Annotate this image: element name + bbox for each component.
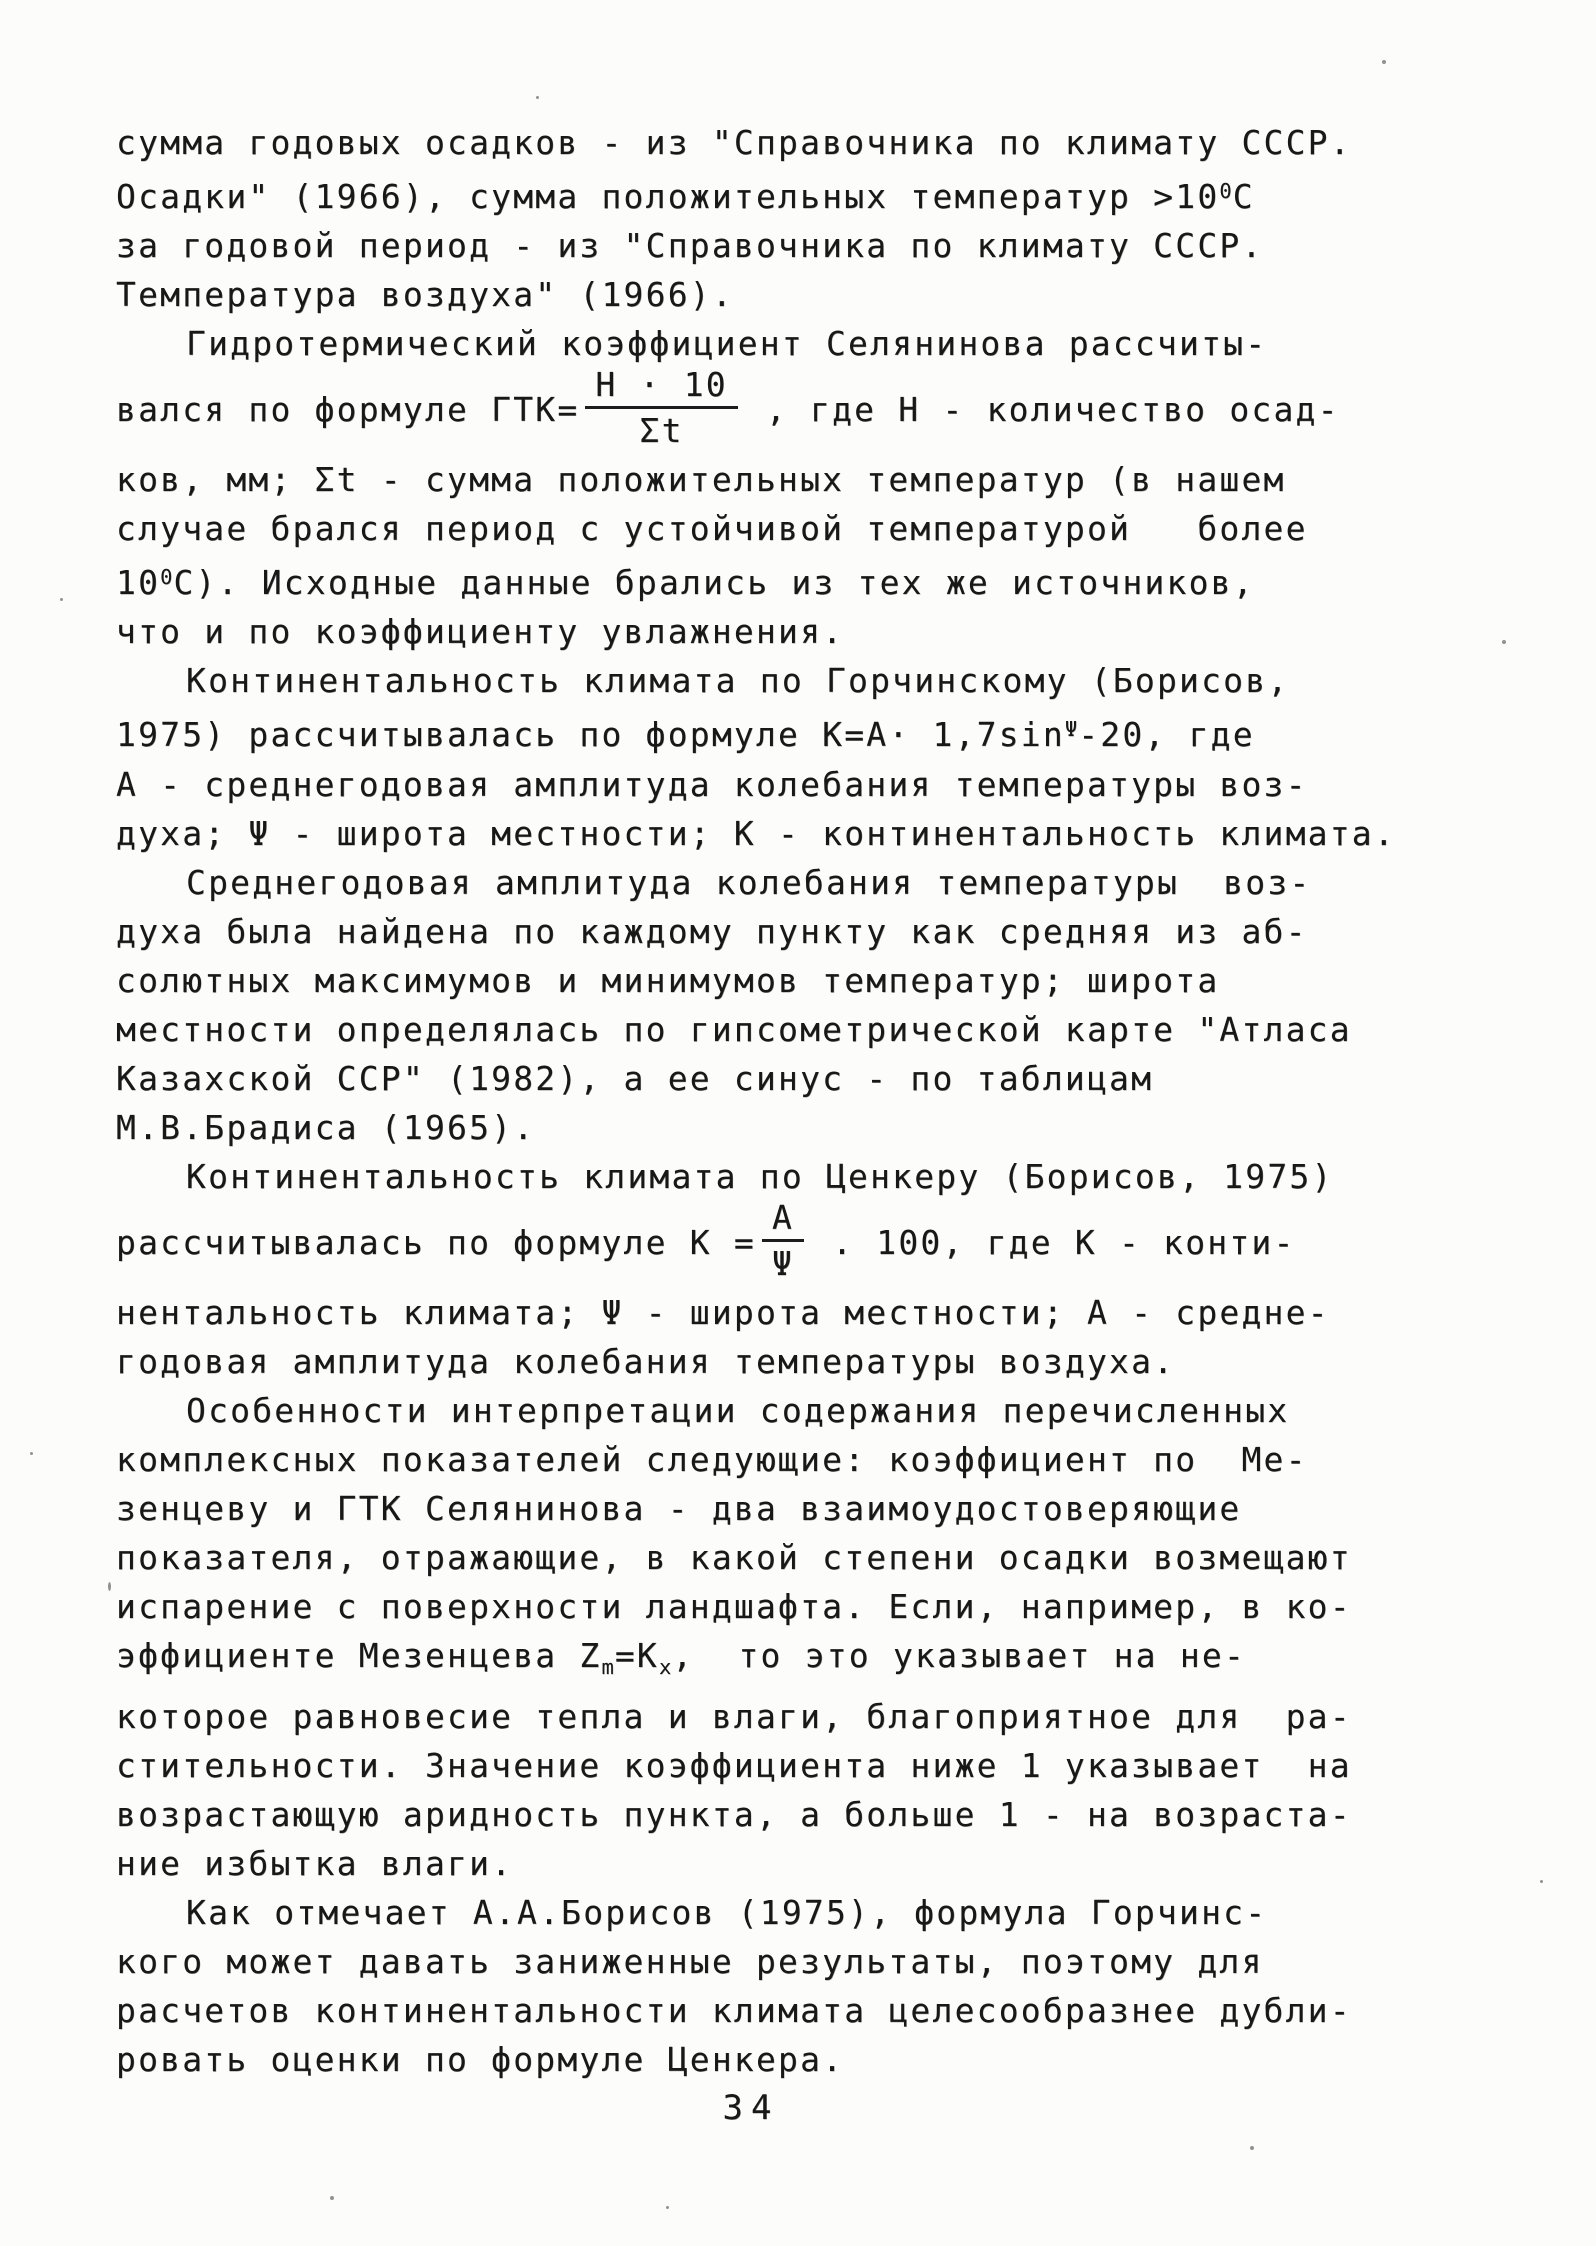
formula-fraction: $\frac{А}{\Psi}$ bbox=[762, 1198, 804, 1285]
text-line: стительности. Значение коэффициента ниже 1 указывает на bbox=[116, 1745, 1352, 1785]
text-line: вался по формуле ГТК= $\frac{Н \cdot 10}{\Sigma t}$ , где Н - количество осад- bbox=[116, 365, 1340, 451]
text-line: ние избытка влаги. bbox=[116, 1843, 514, 1883]
text-line: годовая амплитуда колебания температуры воздуха. bbox=[116, 1341, 1176, 1381]
text-line: солютных максимумов и минимумов температур; широта bbox=[116, 960, 1220, 1000]
text-line: Континентальность климата по Ценкеру (Борисов, 1975) bbox=[186, 1156, 1334, 1196]
text-line: Гидротермический коэффициент Селянинова рассчиты- bbox=[186, 324, 1268, 364]
text-line: рассчитывалась по формуле К = $\frac{А}{\Psi}$ . 100, где К - конти- bbox=[116, 1197, 1296, 1283]
text-line: Температура воздуха" (1966). bbox=[116, 275, 734, 315]
scan-speck bbox=[330, 2196, 334, 2200]
text-line: 1975) рассчитывалась по формуле $К=А\cdot 1,7\sin^\Psi-20$, где bbox=[116, 715, 1255, 755]
text-line: А - среднегодовая амплитуда колебания температуры воз- bbox=[116, 764, 1308, 804]
text-line: местности определялась по гипсометрической карте "Атласа bbox=[116, 1009, 1352, 1049]
text-line: эффициенте Мезенцева $Z_m=K_x$, то это указывает на не- bbox=[116, 1635, 1247, 1679]
scan-speck bbox=[1250, 2146, 1254, 2150]
superscript: 0 bbox=[1219, 179, 1233, 203]
text-line: Континентальность климата по Горчинскому (Борисов, bbox=[186, 661, 1290, 701]
text-line: ков, мм; Σt - сумма положительных температур (в нашем bbox=[116, 460, 1286, 500]
subscript: m bbox=[601, 1654, 615, 1679]
text-line: что и по коэффициенту увлажнения. bbox=[116, 612, 845, 652]
text-line: показателя, отражающие, в какой степени осадки возмещают bbox=[116, 1537, 1352, 1577]
text-line: Среднегодовая амплитуда колебания температуры воз- bbox=[186, 862, 1312, 902]
formula-fraction: $\frac{Н \cdot 10}{\Sigma t}$ bbox=[585, 365, 737, 452]
text-line: Казахской ССР" (1982), а ее синус - по таблицам bbox=[116, 1058, 1154, 1098]
text-line: случае брался период с устойчивой температурой более bbox=[116, 509, 1308, 549]
subscript: x bbox=[658, 1654, 673, 1679]
text-line: духа была найдена по каждому пункту как средняя из аб- bbox=[116, 911, 1308, 951]
text-line: Особенности интерпретации содержания перечисленных bbox=[186, 1390, 1290, 1430]
superscript: 0 bbox=[160, 565, 174, 590]
text-line: которое равновесие тепла и влаги, благоприятное для ра- bbox=[116, 1696, 1352, 1736]
scan-speck bbox=[30, 1452, 33, 1455]
text-line: $10^0С$). Исходные данные брались из тех же источников, bbox=[116, 563, 1255, 603]
scan-speck bbox=[108, 1582, 111, 1591]
scan-speck bbox=[536, 96, 539, 99]
text-line: духа; Ψ - широта местности; К - континентальность климата. bbox=[116, 813, 1396, 853]
text-line: зенцеву и ГТК Селянинова - два взаимоудостоверяющие bbox=[116, 1488, 1242, 1528]
scan-speck bbox=[666, 2206, 669, 2209]
superscript: Ψ bbox=[1064, 717, 1079, 742]
page-number: 34 bbox=[722, 2087, 780, 2128]
text-line: М.В.Брадиса (1965). bbox=[116, 1107, 536, 1147]
text-block bbox=[116, 118, 1506, 2128]
text-line: кого может давать заниженные результаты, поэтому для bbox=[116, 1941, 1264, 1981]
text-line: за годовой период - из "Справочника по климату СССР. bbox=[116, 226, 1264, 266]
scan-speck bbox=[60, 598, 63, 601]
text-line: расчетов континентальности климата целесообразнее дубли- bbox=[116, 1990, 1352, 2030]
text-line: Как отмечает А.А.Борисов (1975), формула Горчинс- bbox=[186, 1892, 1268, 1932]
text-line: возрастающую аридность пункта, а больше 1 - на возраста- bbox=[116, 1794, 1352, 1834]
text-line: ровать оценки по формуле Ценкера. bbox=[116, 2039, 845, 2079]
text-line: нентальность климата; Ψ - широта местности; А - средне- bbox=[116, 1292, 1330, 1332]
scan-speck bbox=[1502, 640, 1506, 644]
scan-speck bbox=[1540, 1880, 1543, 1883]
scan-speck bbox=[1382, 60, 1386, 64]
text-line: испарение с поверхности ландшафта. Если, например, в ко- bbox=[116, 1586, 1352, 1626]
text-line: сумма годовых осадков - из "Справочника по климату СССР. bbox=[116, 123, 1352, 162]
text-line: Осадки" (1966), сумма положительных температур $>10^0С$ bbox=[116, 177, 1255, 217]
text-line: комплексных показателей следующие: коэффициент по Ме- bbox=[116, 1439, 1308, 1479]
